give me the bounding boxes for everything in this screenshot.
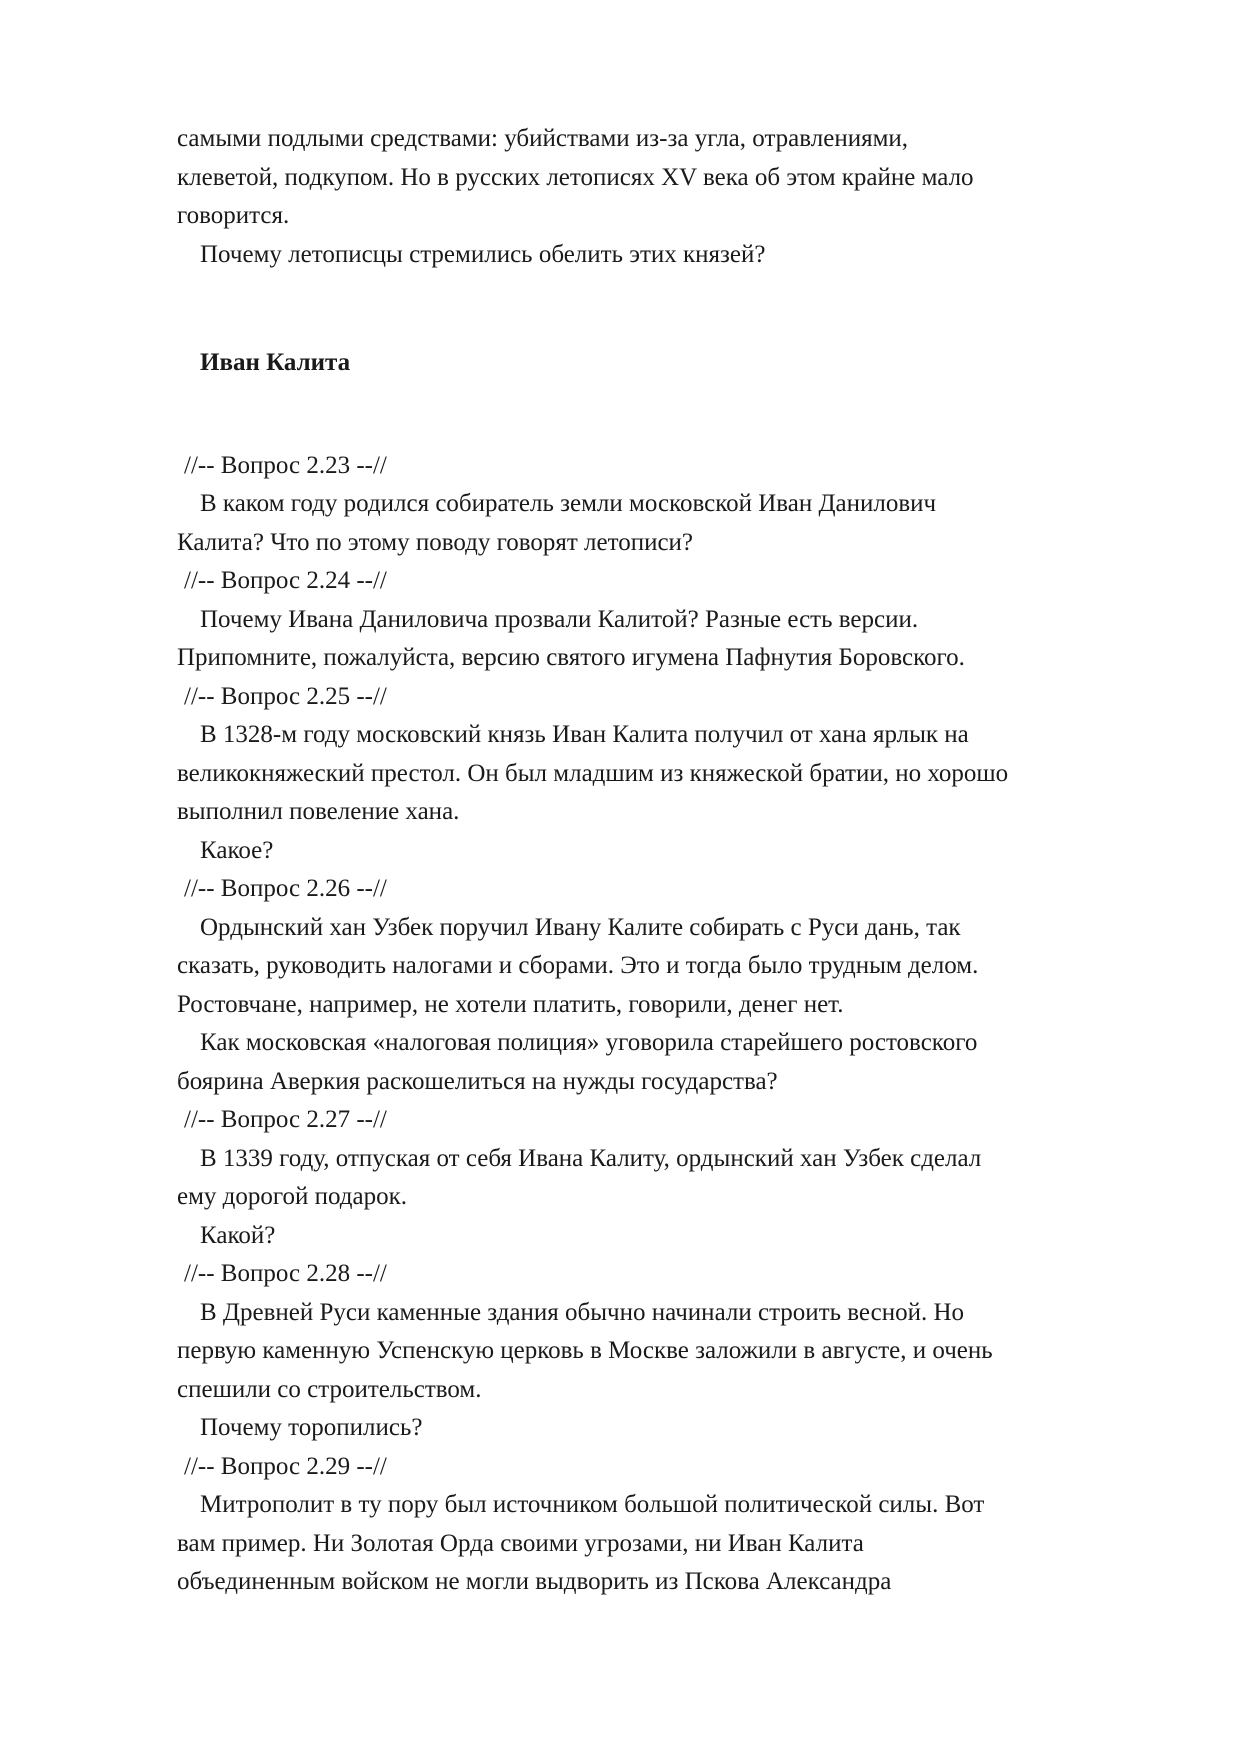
body-text-line: В Древней Руси каменные здания обычно начинали строить весной. Но — [200, 1298, 965, 1326]
body-text-line: великокняжеский престол. Он был младшим из княжеской братии, но хорошо — [177, 759, 1009, 787]
body-text-line: самыми подлыми средствами: убийствами из-за угла, отравлениями, — [177, 125, 909, 152]
section-title: Иван Калита — [200, 349, 351, 376]
body-text-line: сказать, руководить налогами и сборами. Это и тогда было трудным делом. — [177, 952, 979, 979]
document-page — [177, 120, 1157, 1602]
body-text-line: объединенным войском не могли выдворить из Пскова Александра — [177, 1568, 892, 1595]
body-text-line: В 1339 году, отпуская от себя Ивана Калиту, ордынский хан Узбек сделал — [200, 1144, 982, 1172]
body-text-line: Почему Ивана Даниловича прозвали Калитой? Разные есть версии. — [200, 605, 919, 633]
question-marker: //-- Вопрос 2.25 --// — [184, 682, 387, 710]
body-text-line: В 1328-м году московский князь Иван Калита получил от хана ярлык на — [200, 721, 969, 748]
question-text: Как московская «налоговая полиция» уговорила старейшего ростовского — [200, 1029, 978, 1056]
body-text-line: Припомните, пожалуйста, версию святого игумена Пафнутия Боровского. — [177, 644, 965, 671]
body-text-line: Калита? Что по этому поводу говорят летописи? — [177, 528, 694, 556]
question-marker: //-- Вопрос 2.28 --// — [184, 1260, 387, 1287]
body-text-line: В каком году родился собиратель земли московской Иван Данилович — [200, 490, 937, 517]
question-text: Какой? — [200, 1221, 276, 1249]
body-text-line: вам пример. Ни Золотая Орда своими угрозами, ни Иван Калита — [177, 1529, 864, 1557]
question-text: Почему летописцы стремились обелить этих князей? — [200, 240, 766, 268]
question-marker: //-- Вопрос 2.26 --// — [184, 875, 387, 902]
body-text-line: говорится. — [177, 202, 290, 229]
question-marker: //-- Вопрос 2.24 --// — [184, 567, 387, 594]
body-text-line: спешили со строительством. — [177, 1375, 482, 1403]
body-text-line: выполнил повеление хана. — [177, 798, 460, 825]
question-marker: //-- Вопрос 2.23 --// — [184, 451, 387, 479]
question-text: Почему торопились? — [200, 1414, 423, 1441]
question-marker: //-- Вопрос 2.29 --// — [184, 1452, 387, 1480]
question-marker: //-- Вопрос 2.27 --// — [184, 1106, 387, 1133]
body-text-line: первую каменную Успенскую церковь в Москве заложили в августе, и очень — [177, 1337, 993, 1364]
question-text: боярина Аверкия раскошелиться на нужды государства? — [177, 1067, 778, 1095]
body-text-line: Митрополит в ту пору был источником большой политической силы. Вот — [200, 1491, 985, 1518]
body-text-line: клеветой, подкупом. Но в русских летописях XV века об этом крайне мало — [177, 163, 974, 191]
question-text: Какое? — [200, 836, 274, 864]
body-text-line: Ордынский хан Узбек поручил Ивану Калите собирать с Руси дань, так — [200, 913, 961, 941]
body-text-line: ему дорогой подарок. — [177, 1183, 408, 1210]
body-text-line: Ростовчане, например, не хотели платить, говорили, денег нет. — [177, 990, 844, 1018]
